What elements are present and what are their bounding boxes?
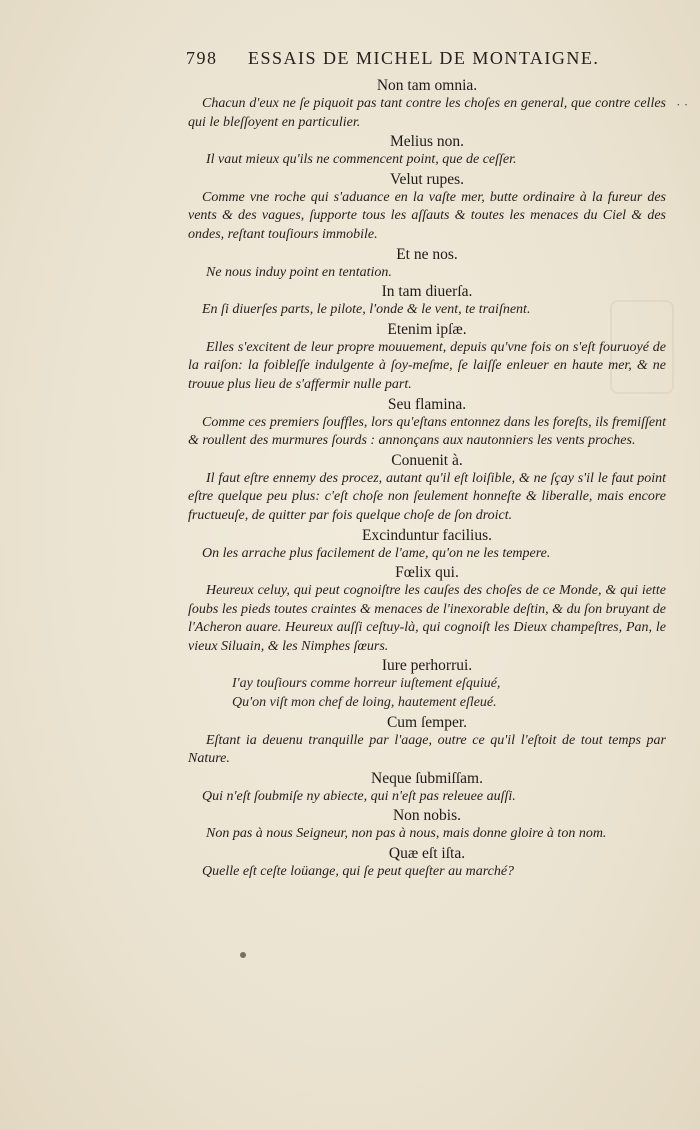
french-translation: Comme ces premiers ſouffles, lors qu'eſtans entonnez dans les foreſts, ils fremiſſent & roullent des murmures ſourds : annonçans aux nautonniers les vents proches. bbox=[188, 414, 666, 449]
verse-line: I'ay touſiours comme horreur iuſtement eſquiué, bbox=[232, 676, 501, 692]
latin-quotation: Et ne nos. bbox=[396, 245, 458, 263]
french-translation: Il faut eſtre ennemy des procez, autant qu'il eſt loiſible, & ne ſçay s'il le faut point eſtre quelque peu plus: c'eſt choſe non ſeulement honneſte & liberalle, mais encore fructueuſe, de quitter par fois quelque choſe de ſon droict. bbox=[188, 470, 666, 523]
latin-quotation: In tam diuerſa. bbox=[381, 283, 473, 301]
ink-spot bbox=[240, 952, 246, 958]
latin-quotation: Excinduntur facilius. bbox=[362, 526, 492, 544]
french-translation: Ne nous induy point en tentation. bbox=[206, 264, 392, 280]
french-translation: Il vaut mieux qu'ils ne commencent point, que de ceſſer. bbox=[206, 152, 517, 168]
running-header bbox=[186, 48, 626, 69]
text-body bbox=[188, 76, 666, 882]
latin-quotation: Velut rupes. bbox=[389, 170, 465, 188]
french-translation: On les arrache plus facilement de l'ame, qu'on ne les tempere. bbox=[202, 545, 551, 561]
latin-quotation: Neque ſubmiſſam. bbox=[371, 769, 483, 787]
latin-quotation: Conuenit à. bbox=[391, 451, 463, 469]
verse-line: Qu'on viſt mon chef de loing, hautement eſleué. bbox=[232, 695, 497, 711]
french-translation: En ſi diuerſes parts, le pilote, l'onde & le vent, te traiſnent. bbox=[202, 302, 531, 318]
page-number: 798 bbox=[186, 48, 218, 68]
latin-quotation: Fœlix qui. bbox=[395, 564, 459, 582]
french-translation: Chacun d'eux ne ſe piquoit pas tant contre les choſes en general, que contre celles qui le bleſſoyent en particulier. bbox=[188, 96, 666, 130]
latin-quotation: Non nobis. bbox=[392, 807, 462, 825]
french-translation: Qui n'eſt ſoubmiſe ny abiecte, qui n'eſt pas releuee auſſi. bbox=[202, 788, 516, 804]
latin-quotation: Quæ eſt iſta. bbox=[388, 845, 466, 863]
french-translation: Eſtant ia deuenu tranquille par l'aage, outre ce qu'il l'eſtoit de tout temps par Nature. bbox=[188, 732, 666, 767]
latin-quotation: Melius non. bbox=[389, 133, 465, 151]
latin-quotation: Etenim ipſæ. bbox=[387, 320, 467, 338]
latin-quotation: Seu flamina. bbox=[387, 395, 467, 413]
french-translation: Comme vne roche qui s'aduance en la vaſte mer, butte ordinaire à la fureur des vents & des vagues, ſupporte tous les aſſauts & toutes les menaces du Ciel & des ondes, reſtant touſiours immobile. bbox=[188, 189, 666, 242]
latin-quotation: Non tam omnia. bbox=[376, 77, 478, 94]
latin-quotation: Iure perhorrui. bbox=[381, 657, 473, 675]
french-translation: Non pas à nous Seigneur, non pas à nous, mais donne gloire à ton nom. bbox=[206, 826, 607, 842]
french-translation: Elles s'excitent de leur propre mouuement, depuis qu'vne fois on s'eſt fouruoyé de la raiſon: la foibleſſe indulgente à ſoy-meſme, ſe laiſſe enleuer en haute mer, & ne trouue plus lieu de s'affermir nulle part. bbox=[188, 339, 666, 392]
french-translation: Heureux celuy, qui peut cognoiſtre les cauſes des choſes de ce Monde, & qui iette ſoubs les pieds toutes craintes & menaces de l'inexorable deſtin, & du ſon bruyant de l'Acheron auare. Heureux auſſi ceſtuy-là, qui cognoiſt les Dieux champeſtres, Pan, le vieux Siluain, & les Nimphes ſœurs. bbox=[188, 583, 666, 654]
margin-dots: · · bbox=[676, 98, 688, 112]
running-title: ESSAIS DE MICHEL DE MONTAIGNE. bbox=[248, 48, 600, 68]
french-translation: Quelle eſt ceſte loüange, qui ſe peut queſter au marché? bbox=[202, 864, 515, 880]
latin-quotation: Cum ſemper. bbox=[386, 713, 468, 731]
